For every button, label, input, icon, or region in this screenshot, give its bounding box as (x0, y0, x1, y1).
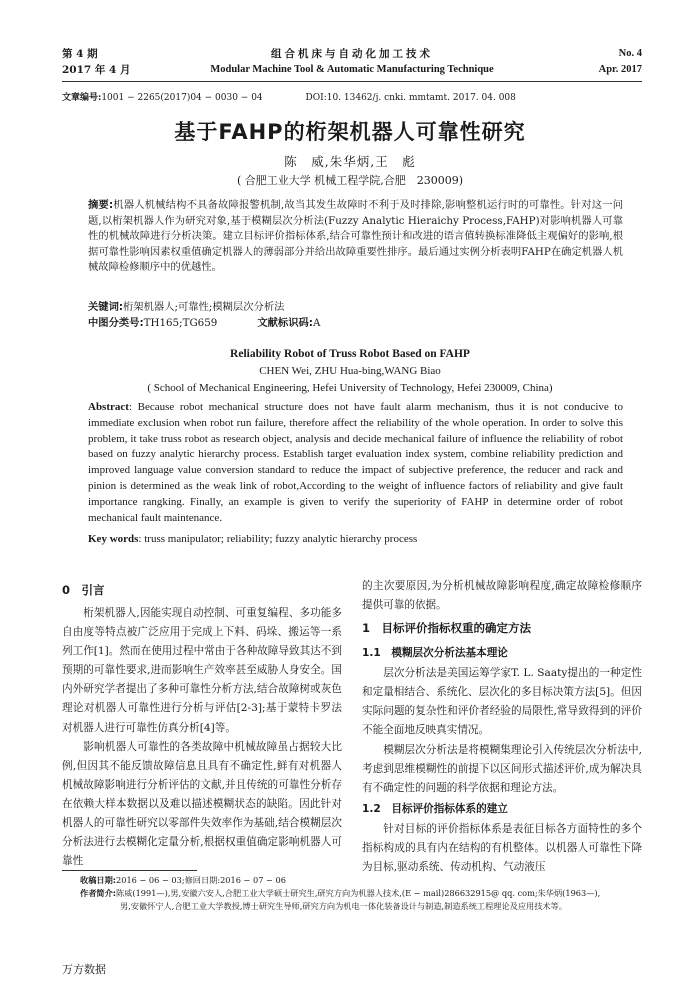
english-authors: CHEN Wei, ZHU Hua-bing,WANG Biao (259, 365, 441, 377)
keywords-cn (88, 300, 623, 316)
header-journal-en: Modular Machine Tool & Automatic Manufacturing Technique (210, 64, 494, 75)
header-issue-block (62, 46, 131, 78)
english-abstract (88, 400, 623, 526)
article-meta (62, 90, 516, 103)
doc-code-value: A (312, 317, 321, 329)
section-0-paragraph-2-continued: 的主次要原因,为分析机械故障影响程度,确定故障检修顺序提供可靠的依据。 (362, 580, 642, 612)
header-date-cn: 2017 年 4 月 (62, 64, 131, 76)
english-keywords-label: Key words (88, 533, 139, 545)
footnote (80, 874, 640, 914)
english-keywords (88, 532, 623, 548)
section-1-2-heading: 1.2 目标评价指标体系的建立 (362, 802, 508, 815)
paper-title: 基于FAHP的桁架机器人可靠性研究 (174, 120, 526, 144)
abstract-cn (88, 198, 623, 276)
section-0-paragraph-1: 桁架机器人,因能实现自动控制、可重复编程、多功能多自由度等特点被广泛应用于完成上下料、码垛、搬运等一系列工作[1]。然而在使用过程中常由于各种故障导致其达不到预期的可靠性要求,进而影响生产效率甚至威胁人身安全。国内外研究学者提出了多种可靠性分析方法,结合故障树或灰色理论对机器人可靠性进行分析与评估[2-3];基于蒙特卡罗法对机器人进行可靠性仿真分析[4]等。 (62, 607, 342, 734)
section-1-2-paragraph-1: 针对目标的评价指标体系是表征目标各方面特性的多个指标构成的具有内在结构的有机整体。以机器人可靠性下降为目标,驱动系统、传动机构、气动液压 (362, 822, 642, 874)
abstract-cn-label: 摘要: (88, 199, 114, 211)
header-no-block (599, 46, 642, 78)
paper-affiliation: ( 合肥工业大学 机械工程学院,合肥 230009) (236, 174, 464, 187)
received-label: 收稿日期: (80, 875, 117, 885)
keywords-cn-label: 关键词: (88, 301, 124, 313)
footnote-bio-2 (80, 900, 640, 913)
bio-line-1: 陈威(1991—),男,安徽六安人,合肥工业大学硕士研究生,研究方向为机器人技术,(E − mail)286632915@ qq. com;朱华炳(1963—), (116, 888, 601, 899)
header-date-en: Apr. 2017 (598, 64, 642, 75)
header-no: No. 4 (618, 48, 642, 59)
paper-authors: 陈 威,朱华炳,王 彪 (284, 154, 416, 169)
classification-line (88, 316, 320, 332)
header-journal-cn: 组合机床与自动化加工技术 (271, 48, 433, 60)
section-1-1-paragraph-2: 模糊层次分析法是将模糊集理论引入传统层次分析法中,考虑到思维模糊性的前提下以区间形式描述评价,成为解决具有不确定性的问题的科学依据和理论方法。 (362, 743, 642, 794)
abstract-cn-text: 机器人机械结构不具备故障报警机制,故当其发生故障时不利于及时排除,影响整机运行时的可靠性。针对这一问题,以桁架机器人作为研究对象,基于模糊层次分析法(Fuzzy Analytic Hieraichy Process,FAHP)对影响机器人可靠性的机械故障进行分析决策。建立目标评价指标体系,结合可靠性预计和改进的语言值转换标准降低主观偏好的影响,根据可靠性影响因素权重值确定机器人的薄弱部分并给出故障重要性排序。最后通过实例分析表明FAHP在确定机器人机械故障检修顺序中的优越性。 (88, 199, 623, 274)
article-doi: DOI:10. 13462/j. cnki. mmtamt. 2017. 04. 008 (305, 93, 516, 103)
running-header (62, 46, 642, 82)
footnote-rule (62, 870, 197, 871)
article-no: 1001 − 2265(2017)04 − 0030 − 04 (101, 93, 263, 103)
english-affiliation: ( School of Mechanical Engineering, Hefei University of Technology, Hefei 230009, China) (147, 382, 553, 394)
clc-value: TH165;TG659 (143, 317, 218, 329)
english-title: Reliability Robot of Truss Robot Based on FAHP (230, 348, 470, 360)
footnote-bio (80, 887, 640, 900)
section-1-heading: 1 目标评价指标权重的确定方法 (362, 621, 531, 636)
bio-label: 作者简介: (80, 888, 117, 899)
wanfang-watermark: 万方数据 (62, 963, 106, 976)
header-issue: 第 4 期 (62, 48, 98, 60)
body-column-left (62, 577, 342, 871)
section-1-1-paragraph-1: 层次分析法是美国运筹学家T. L. Saaty提出的一种定性和定量相结合、系统化、层次化的多目标决策方法[5]。但因实际问题的复杂性和评价者经验的局限性,常导致得到的评价不能全面地反映真实情况。 (362, 667, 642, 737)
section-0-paragraph-2: 影响机器人可靠性的各类故障中机械故障虽占据较大比例,但因其不能反馈故障信息且具有不确定性,鲜有对机器人机械故障影响进行分析评估的文献,并且传统的可靠性分析存在依赖大样本数据以及难以描述模糊状态的缺陷。因此针对机器人的可靠性研究以零部件失效率作为基础,结合模糊层次分析法进行去模糊化定量分析,根据权重值确定影响机器人可靠性 (62, 740, 342, 868)
footnote-received (80, 874, 640, 887)
english-abstract-label: Abstract (88, 401, 129, 413)
received-dates: 2016 − 06 − 03;修回日期:2016 − 07 − 06 (116, 875, 286, 885)
article-no-label: 文章编号: (62, 93, 102, 103)
section-0-heading: 0 引言 (62, 583, 105, 597)
doc-code-label: 文献标识码: (257, 317, 313, 329)
keywords-cn-text: 桁架机器人;可靠性;模糊层次分析法 (123, 301, 285, 313)
english-keywords-text: : truss manipulator; reliability; fuzzy analytic hierarchy process (138, 533, 418, 545)
english-abstract-text: : Because robot mechanical structure does not have fault alarm mechanism, thus it is not conducive to immediate exclusion when robot run failure, therefore affect the reliability of the whole operation. In order to solve this problem, it take truss robot as research object, analysis and decide mechanical failure of influence the reliability of robot based on fuzzy analytic hierarchy process. Establish target evaluation index system, combine reliability prediction and improved language value conversion standard to reduce the impact of subjective preference, the reducer and rack and pinion is determined as the weak link of robot,According to the weight of influence factors of reliability and give fault importance rangking. Finally, an example is given to verify the superiority of FAHP in determine order of robot mechanical fault maintenance. (88, 401, 623, 524)
body-column-right (362, 577, 642, 877)
clc-label: 中图分类号: (88, 317, 144, 329)
bio-line-2: 男,安徽怀宁人,合肥工业大学教授,博士研究生导师,研究方向为机电一体化装备设计与制造,制造系统工程理论及应用技术等。 (120, 901, 567, 912)
header-journal-block (162, 46, 542, 78)
section-1-1-heading: 1.1 模糊层次分析法基本理论 (362, 647, 508, 660)
